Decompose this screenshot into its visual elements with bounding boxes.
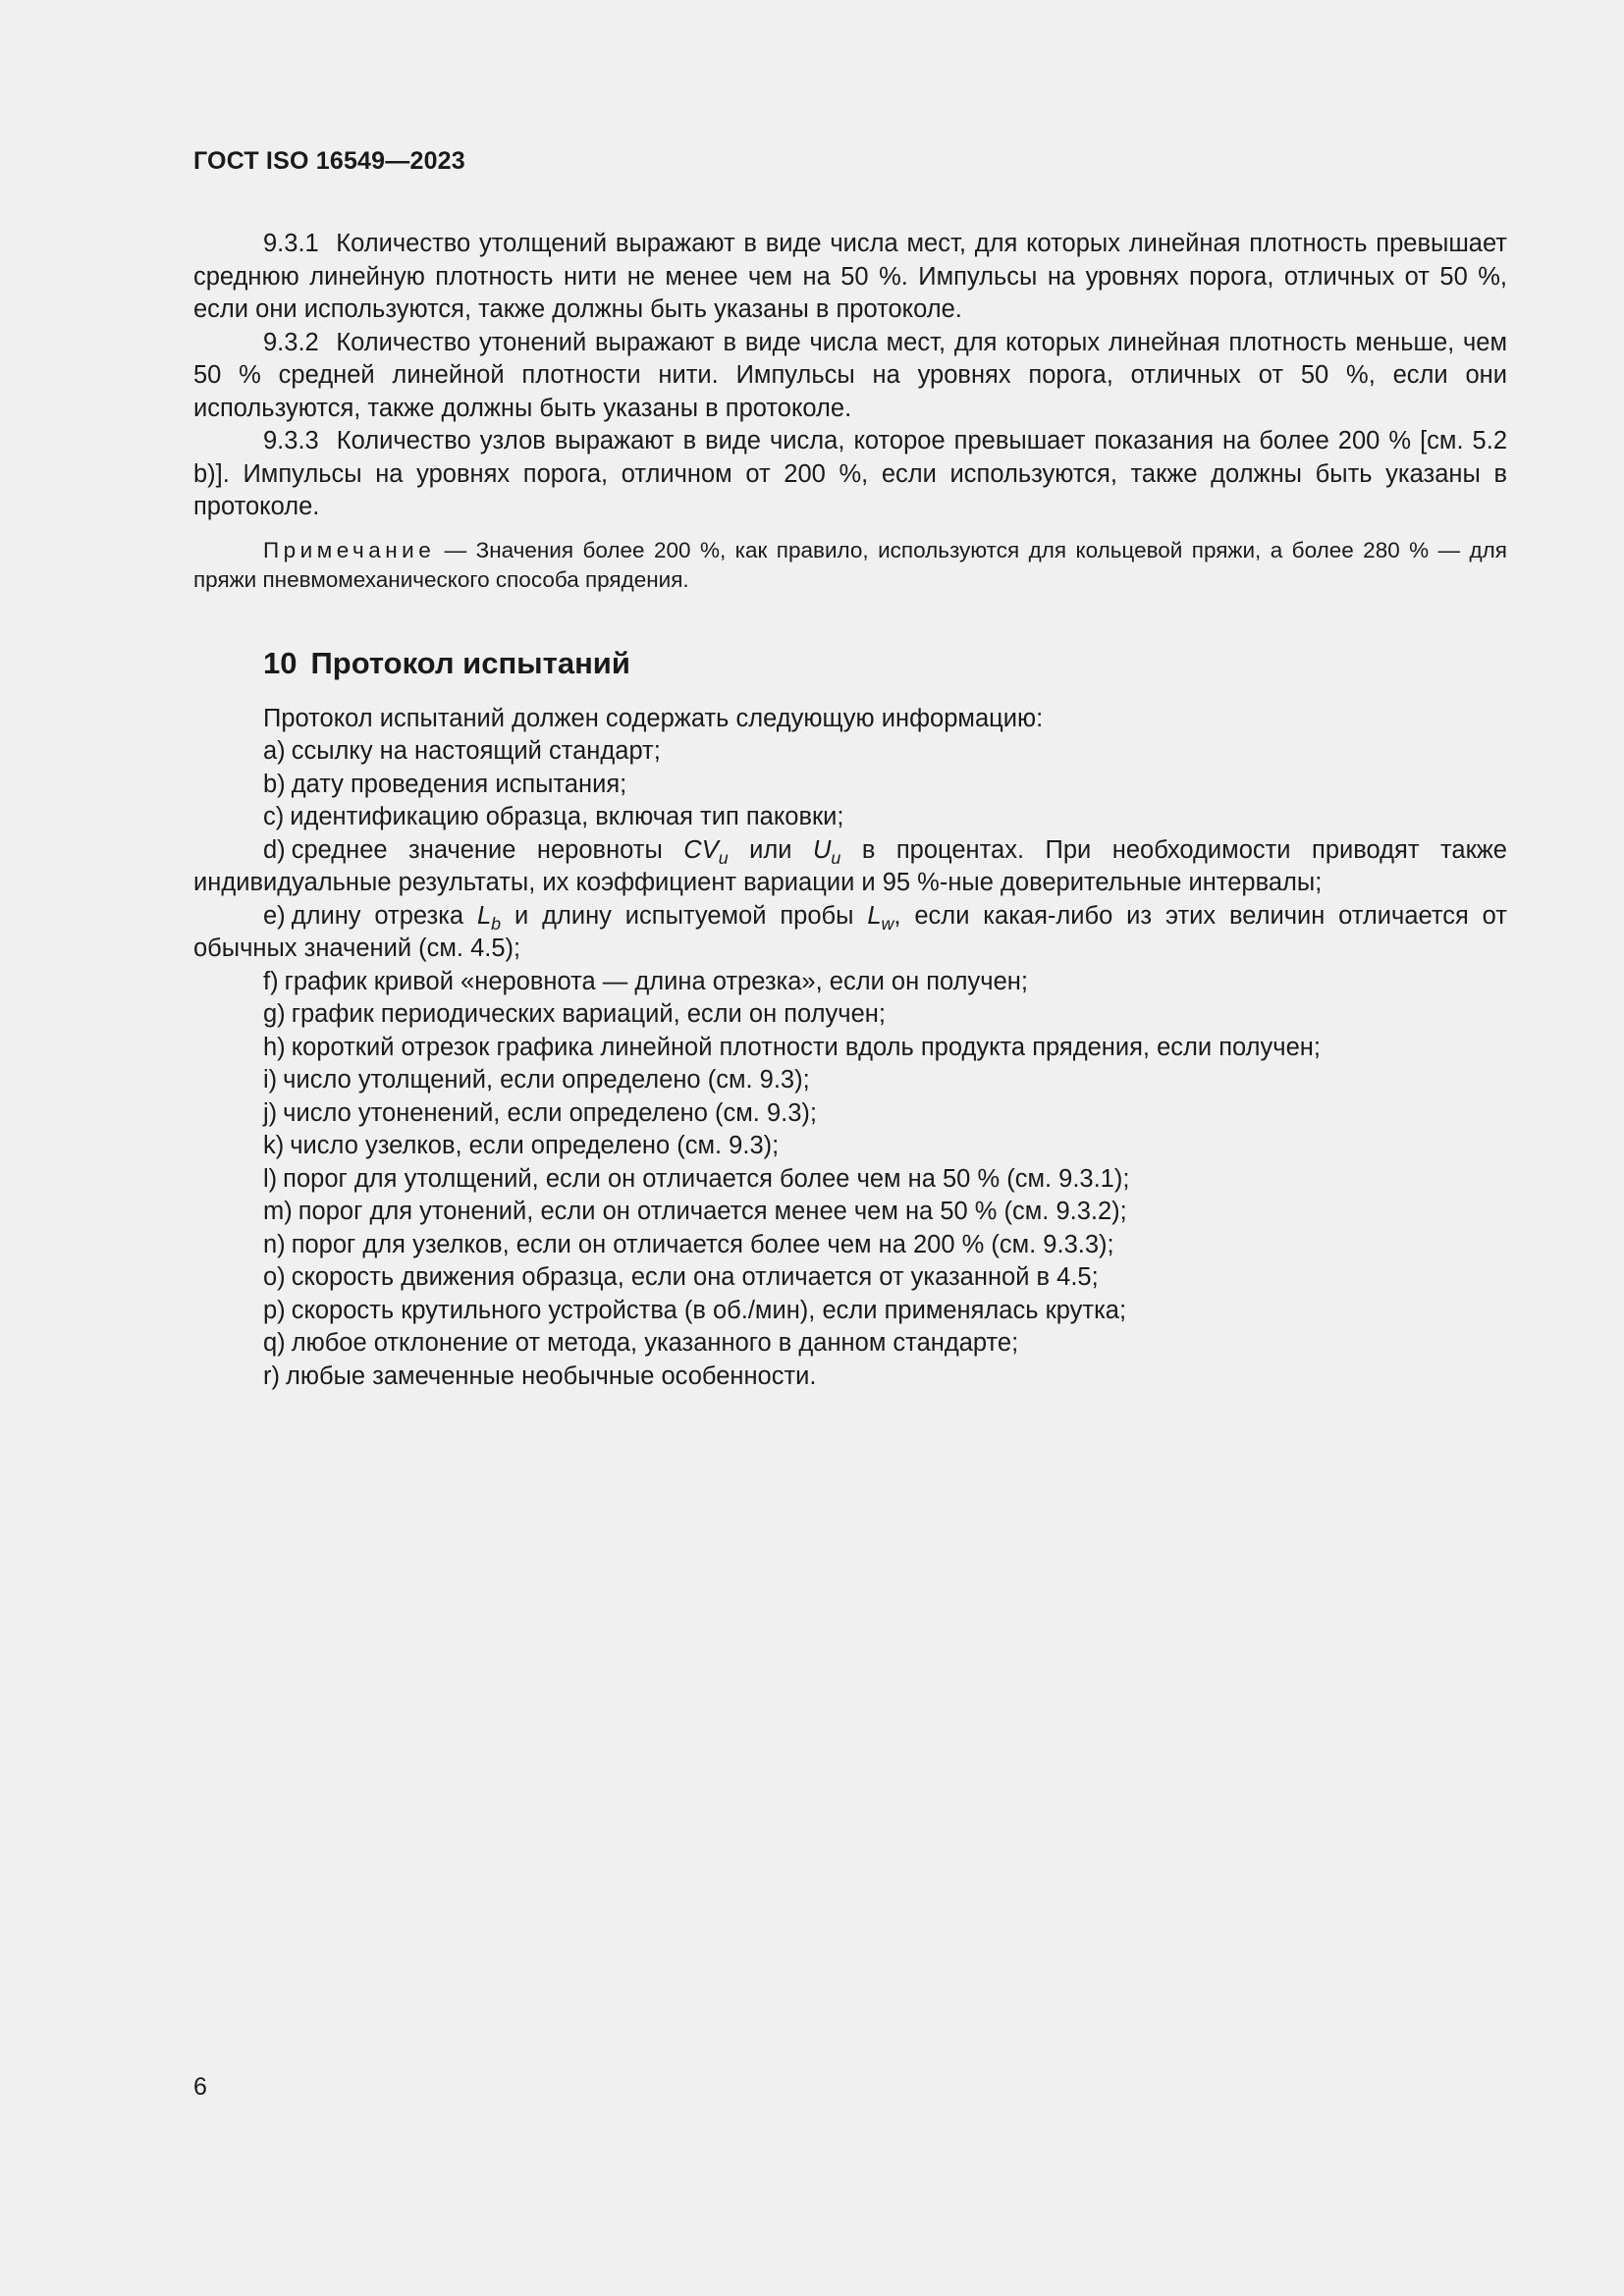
list-item-label: o) [263, 1263, 286, 1291]
list-item-c [193, 801, 1507, 834]
document-header: ГОСТ ISO 16549—2023 [193, 147, 465, 175]
list-item-text-part: или [749, 835, 792, 864]
list-item-text-part: длину отрезка [291, 901, 464, 930]
list-item-text: порог для утонений, если он отличается менее чем на 50 % (см. 9.3.2); [298, 1198, 1127, 1225]
list-item-f [193, 966, 1507, 999]
list-item-label: q) [263, 1329, 286, 1357]
symbol-subscript: u [718, 847, 729, 868]
list-item-label: i) [263, 1066, 278, 1094]
list-item-text: порог для узелков, если он отличается более чем на 200 % (см. 9.3.3); [291, 1230, 1114, 1258]
page-number: 6 [193, 2073, 207, 2101]
symbol-subscript: w [881, 913, 894, 934]
list-item-label: e) [263, 901, 286, 930]
symbol-base: L [476, 901, 492, 930]
list-item-label: r) [263, 1362, 280, 1390]
section-number: 10 [263, 645, 298, 680]
symbol-base: U [813, 835, 832, 864]
list-item-q [193, 1327, 1507, 1361]
list-item-l [193, 1163, 1507, 1197]
paragraph-text: Количество узлов выражают в виде числа, которое превышает показания на более 200 % [см. 5.2 b)]. Импульсы на уровнях порога, отличном от 200 %, если используются, также должны быть указаны в протоколе. [193, 427, 1508, 520]
list-item-g [193, 998, 1507, 1032]
list-item-h [193, 1032, 1507, 1065]
list-item-n [193, 1229, 1507, 1262]
symbol-base: CV [683, 835, 719, 864]
section-heading [263, 644, 1507, 683]
list-item-text: скорость движения образца, если она отличается от указанной в 4.5; [291, 1263, 1099, 1291]
list-item-j [193, 1097, 1507, 1131]
list-item-text-part: , если какая-либо из этих величин отличается от обычных значений (см. 4.5); [193, 901, 1507, 962]
list-item-e [193, 900, 1507, 966]
section-title: Протокол испытаний [310, 645, 630, 680]
report-items-list [193, 735, 1507, 1393]
paragraph-number: 9.3.3 [263, 427, 319, 454]
list-item-label: h) [263, 1033, 286, 1061]
symbol-u [813, 835, 841, 868]
list-item-text-part: и длину испытуемой пробы [514, 901, 854, 930]
list-item-text: число утоненений, если определено (см. 9.3); [283, 1098, 818, 1127]
list-item-text: число утолщений, если определено (см. 9.3); [283, 1066, 810, 1094]
list-item-label: k) [263, 1132, 285, 1159]
paragraph-9-3-2 [193, 327, 1507, 426]
list-item-text-part: в процентах. При необходимости приводят также индивидуальные результаты, их коэффициент вариации и 95 %-ные доверительные интервалы; [193, 835, 1507, 896]
list-item-label: j) [263, 1098, 278, 1127]
list-item-text-part: среднее значение неровноты [291, 835, 663, 864]
list-item-text: идентификацию образца, включая тип паковки; [290, 803, 844, 830]
paragraph-9-3-1 [193, 228, 1507, 327]
paragraph-number: 9.3.2 [263, 328, 319, 356]
list-item-label: b) [263, 770, 286, 798]
list-item-text: дату проведения испытания; [291, 770, 627, 798]
list-item-p [193, 1295, 1507, 1328]
list-item-label: a) [263, 737, 286, 765]
list-item-text: короткий отрезок графика линейной плотности вдоль продукта прядения, если получен; [291, 1033, 1321, 1061]
paragraph-text: Количество утонений выражают в виде числа мест, для которых линейная плотность меньше, чем 50 % средней линейной плотности нити. Импульсы на уровнях порога, отличных от 50 %, если они используются, также должны быть указаны в протоколе. [193, 328, 1508, 422]
list-item-label: n) [263, 1230, 286, 1258]
note-text: — Значения более 200 %, как правило, используются для кольцевой пряжи, а более 280 % — для пряжи пневмомеханического способа прядения. [193, 537, 1507, 592]
list-item-text: число узелков, если определено (см. 9.3); [290, 1132, 780, 1159]
list-item-text: любое отклонение от метода, указанного в данном стандарте; [291, 1329, 1019, 1357]
symbol-base: L [867, 901, 882, 930]
symbol-subscript: u [831, 847, 841, 868]
list-item-label: l) [263, 1164, 278, 1193]
list-item-r [193, 1361, 1507, 1394]
paragraph-9-3-3 [193, 425, 1507, 524]
paragraph-number: 9.3.1 [263, 230, 319, 257]
list-item-a [193, 735, 1507, 769]
list-item-text: ссылку на настоящий стандарт; [291, 737, 661, 765]
list-item-text: скорость крутильного устройства (в об./мин), если применялась крутка; [291, 1296, 1127, 1324]
list-item-label: f) [263, 967, 279, 995]
symbol-cv [683, 835, 729, 868]
list-item-label: d) [263, 835, 286, 864]
list-item-text: любые замеченные необычные особенности. [285, 1362, 817, 1390]
list-item-m [193, 1196, 1507, 1229]
list-item-label: p) [263, 1296, 286, 1324]
list-item-i [193, 1064, 1507, 1097]
note [193, 536, 1507, 595]
list-item-label: g) [263, 1000, 286, 1028]
symbol-subscript: b [491, 913, 502, 934]
symbol-lb [476, 901, 502, 934]
list-item-text: график периодических вариаций, если он получен; [291, 1000, 886, 1028]
section-intro: Протокол испытаний должен содержать следующую информацию: [263, 704, 1044, 732]
note-label: Примечание [263, 537, 436, 562]
paragraph-text: Количество утолщений выражают в виде числа мест, для которых линейная плотность превышает среднюю линейную плотность нити не менее чем на 50 %. Импульсы на уровнях порога, отличных от 50 %, если они используются, также должны быть указаны в протоколе. [193, 230, 1507, 323]
page-content [193, 228, 1507, 1393]
list-item-text: порог для утолщений, если он отличается более чем на 50 % (см. 9.3.1); [283, 1164, 1130, 1193]
list-item-k [193, 1130, 1507, 1163]
list-item-b [193, 769, 1507, 802]
list-item-d [193, 834, 1507, 900]
list-item-label: c) [263, 803, 285, 830]
list-item-label: m) [263, 1198, 293, 1225]
list-item-o [193, 1261, 1507, 1295]
symbol-lw [867, 901, 894, 934]
list-item-text: график кривой «неровнота — длина отрезка», если он получен; [284, 967, 1028, 995]
